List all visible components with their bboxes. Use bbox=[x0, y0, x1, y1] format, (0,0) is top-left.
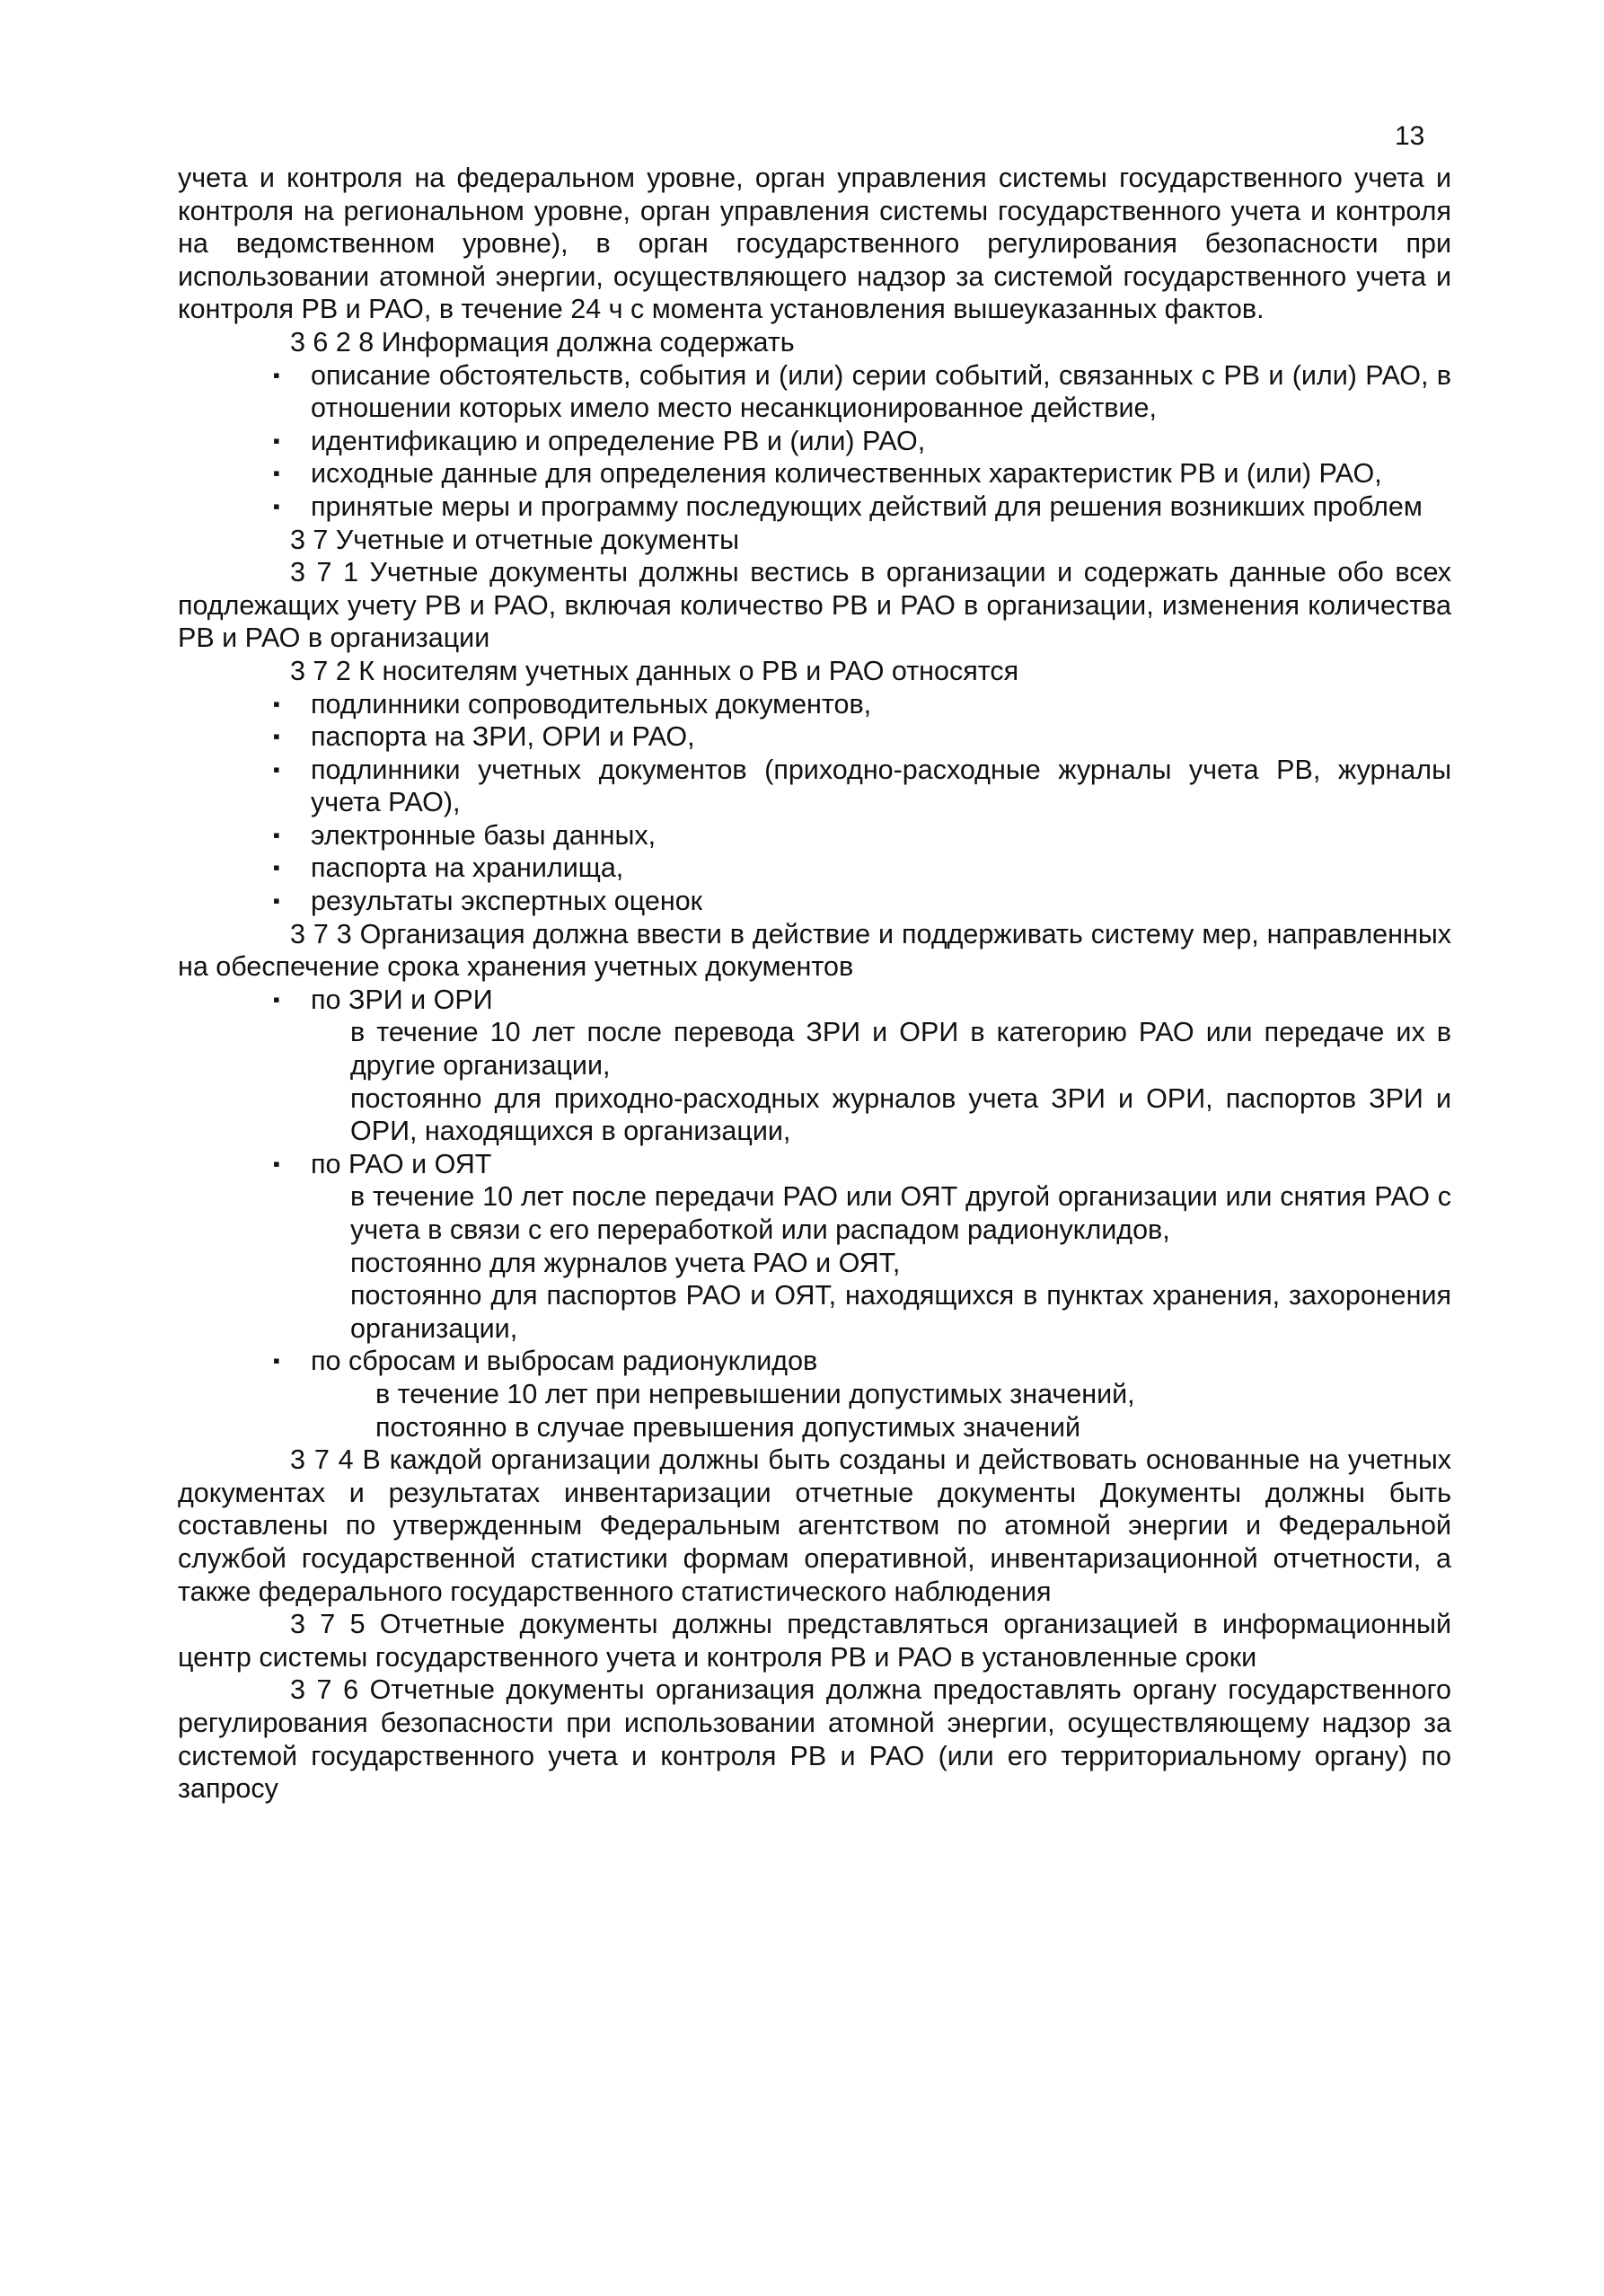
list-item: ▪ паспорта на хранилища, bbox=[178, 852, 1451, 885]
section-373-paragraph: 3 7 3 Организация должна ввести в действие и поддерживать систему мер, направленных на обеспечение срока хранения учетных документов bbox=[178, 918, 1451, 983]
section-376-paragraph: 3 7 6 Отчетные документы организация должна предоставлять органу государственного регулирования безопасности при использовании атомной энергии, осуществляющему надзор за системой государственного учета и контроля РВ и РАО (или его территориальному органу) по запросу bbox=[178, 1674, 1451, 1805]
section-3628-heading: 3 6 2 8 Информация должна содержать bbox=[290, 326, 795, 358]
list-item: ▪ исходные данные для определения количественных характеристик РВ и (или) РАО, bbox=[178, 457, 1451, 490]
section-373-list bbox=[178, 1148, 1451, 1181]
list-item: ▪ электронные базы данных, bbox=[178, 819, 1451, 852]
section-37-heading: 3 7 Учетные и отчетные документы bbox=[290, 524, 740, 555]
page-number: 13 bbox=[1395, 121, 1425, 151]
list-item: ▪ принятые меры и программу последующих действий для решения возникших проблем bbox=[178, 490, 1451, 524]
list-item bbox=[178, 1345, 1451, 1378]
group-line: в течение 10 лет после передачи РАО или ОЯТ другой организации или снятия РАО с учета в связи с его переработкой или распадом радионуклидов, bbox=[350, 1181, 1451, 1245]
list-item: ▪ подлинники учетных документов (приходно-расходные журналы учета РВ, журналы учета РАО), bbox=[178, 754, 1451, 819]
section-3628-list bbox=[178, 359, 1451, 524]
section-374-paragraph: 3 7 4 В каждой организации должны быть созданы и действовать основанные на учетных документах и результатах инвентаризации отчетные документы Документы должны быть составлены по утвержденным Федеральным агентством по атомной энергии и Федеральной службой государственной статистики формам оперативной, инвентаризационной отчетности, а также федерального государственного статистического наблюдения bbox=[178, 1444, 1451, 1607]
group-label: по ЗРИ и ОРИ bbox=[311, 984, 493, 1015]
section-371-paragraph: 3 7 1 Учетные документы должны вестись в организации и содержать данные обо всех подлежащих учету РВ и РАО, включая количество РВ и РАО в организации, изменения количества РВ и РАО в организации bbox=[178, 557, 1451, 654]
group-line: постоянно для журналов учета РАО и ОЯТ, bbox=[350, 1247, 901, 1278]
list-item: ▪ подлинники сопроводительных документов, bbox=[178, 688, 1451, 721]
document-body bbox=[178, 162, 1451, 1806]
list-item: ▪ описание обстоятельств, события и (или) серии событий, связанных с РВ и (или) РАО, в отношении которых имело место несанкционированное действие, bbox=[178, 359, 1451, 425]
group-line: в течение 10 лет после перевода ЗРИ и ОРИ в категорию РАО или передаче их в другие организации, bbox=[350, 1017, 1451, 1082]
list-item: ▪ паспорта на ЗРИ, ОРИ и РАО, bbox=[178, 720, 1451, 754]
section-372-heading: 3 7 2 К носителям учетных данных о РВ и РАО относятся bbox=[290, 655, 1019, 686]
paragraph-intro: учета и контроля на федеральном уровне, орган управления системы государственного учета и контроля на региональном уровне, орган управления системы государственного учета и контроля на ведомственном уровне), в орган государственного регулирования безопасности при использовании атомной энергии, осуществляющего надзор за системой государственного учета и контроля РВ и РАО, в течение 24 ч с момента установления вышеуказанных фактов. bbox=[178, 163, 1451, 325]
section-373-list bbox=[178, 1345, 1451, 1378]
group-line: постоянно для паспортов РАО и ОЯТ, находящихся в пунктах хранения, захоронения организации, bbox=[350, 1280, 1451, 1344]
group-line: постоянно для приходно-расходных журналов учета ЗРИ и ОРИ, паспортов ЗРИ и ОРИ, находящихся в организации, bbox=[350, 1082, 1451, 1147]
list-item bbox=[178, 984, 1451, 1017]
group-line: в течение 10 лет при непревышении допустимых значений, bbox=[375, 1378, 1135, 1409]
group-label: по РАО и ОЯТ bbox=[311, 1148, 492, 1179]
section-372-list bbox=[178, 688, 1451, 918]
list-item bbox=[178, 1148, 1451, 1181]
group-line: постоянно в случае превышения допустимых значений bbox=[375, 1411, 1081, 1443]
list-item: ▪ результаты экспертных оценок bbox=[178, 885, 1451, 918]
section-373-list bbox=[178, 984, 1451, 1017]
group-label: по сбросам и выбросам радионуклидов bbox=[311, 1346, 818, 1377]
section-375-paragraph: 3 7 5 Отчетные документы должны представляться организацией в информационный центр системы государственного учета и контроля РВ и РАО в установленные сроки bbox=[178, 1609, 1451, 1673]
list-item: ▪ идентификацию и определение РВ и (или) РАО, bbox=[178, 425, 1451, 458]
